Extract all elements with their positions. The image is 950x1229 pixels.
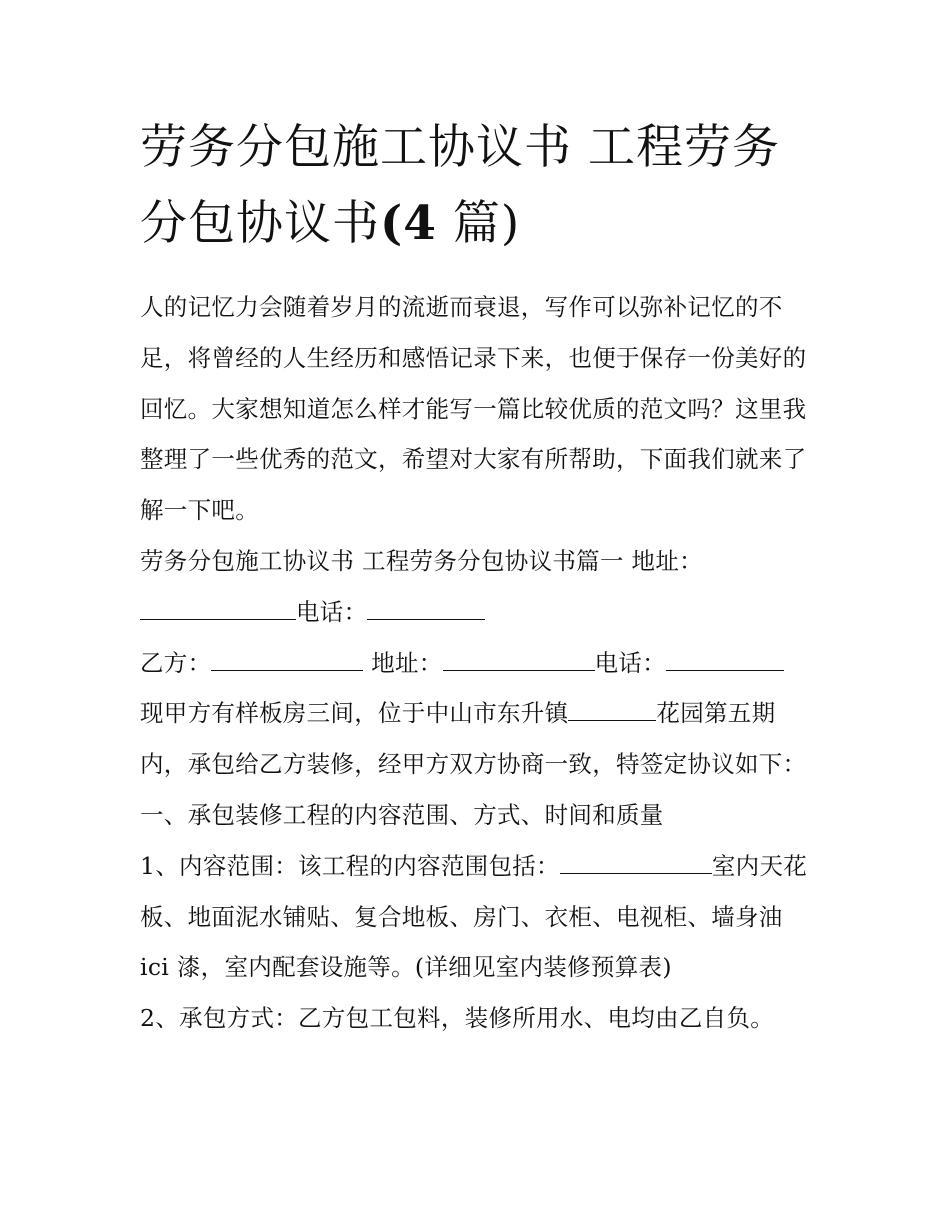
- scope-blank: [560, 853, 712, 874]
- clause-1-paragraph: [140, 841, 812, 993]
- document-title: [140, 110, 810, 262]
- party-b-blank: [211, 650, 363, 671]
- party-b-phone-blank: [666, 650, 784, 671]
- clause-heading-1: 一、承包装修工程的内容范围、方式、时间和质量: [140, 800, 664, 829]
- project-text-start: 现甲方有样板房三间，位于中山市东升镇: [140, 699, 569, 728]
- address-label: 地址：: [371, 648, 443, 677]
- garden-name-blank: [568, 700, 656, 721]
- clause-2-paragraph: 2、承包方式：乙方包工包料，装修所用水、电均由乙自负。: [140, 1004, 775, 1033]
- title-suffix: 篇): [436, 196, 521, 251]
- address-blank: [140, 599, 296, 620]
- clause-1-start: 1、内容范围：该工程的内容范围包括：: [140, 851, 560, 880]
- project-text-end: 花园第五期内，承包给乙方装修，经甲方双方协商一致，特签定协议如下：: [140, 699, 807, 779]
- title-count: (4: [380, 196, 437, 251]
- project-paragraph: [140, 688, 812, 790]
- phone-label: 电话：: [296, 597, 368, 626]
- clause-1-end: 室内天花板、地面泥水铺贴、复合地板、房门、衣柜、电视柜、墙身油 ici 漆，室内配套设施等。(详细见室内装修预算表): [140, 851, 808, 982]
- phone-blank: [367, 599, 485, 620]
- section-heading: 劳务分包施工协议书 工程劳务分包协议书篇一 地址：: [140, 546, 703, 575]
- party-b-address-blank: [443, 650, 595, 671]
- phone-label: 电话：: [594, 648, 666, 677]
- title-line-2: [140, 186, 810, 262]
- intro-paragraph: 人的记忆力会随着岁月的流逝而衰退，写作可以弥补记忆的不足，将曾经的人生经历和感悟记录下来，也便于保存一份美好的回忆。大家想知道怎么样才能写一篇比较优质的范文吗？这里我整理了一些优秀的范文，希望对大家有所帮助，下面我们就来了解一下吧。: [140, 293, 807, 525]
- party-b-line: [140, 638, 812, 689]
- party-b-label: 乙方：: [140, 648, 212, 677]
- title-text: 分包协议书: [140, 196, 380, 251]
- party-a-contact-line: [140, 587, 812, 638]
- title-line-1: 劳务分包施工协议书 工程劳务: [140, 120, 780, 175]
